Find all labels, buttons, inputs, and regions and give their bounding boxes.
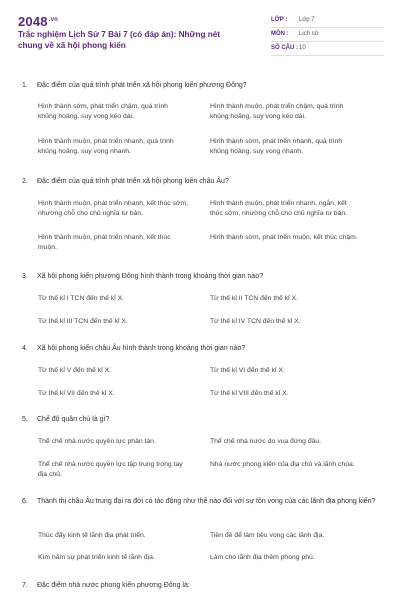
meta-value: 10 [299,45,306,51]
meta-value: Lớp 7 [299,17,315,23]
meta-row-grade [271,14,384,28]
option-b[interactable]: Hình thành muộn, phát triển chậm, quá trình khủng hoảng, suy vong kéo dài. [210,103,344,120]
option-a[interactable]: Từ thế kỉ V đến thế kỉ X. [38,367,111,374]
meta-row-count [271,42,384,56]
option-d[interactable]: Từ thế kỉ VIII đến thế kỉ X. [210,390,289,397]
question-number: 1. [22,82,28,89]
option-c[interactable]: Từ thế kỉ III TCN đến thế kỉ X. [38,318,128,325]
option-a[interactable]: Thể chế nhà nước quyền lực phân tán. [38,438,156,445]
meta-key: LỚP : [271,17,288,23]
question-number: 7. [22,582,28,589]
question-3 [22,272,384,282]
option-c[interactable]: Hình thành muộn, phát triển nhanh, quá trình khủng hoảng, suy vong nhanh. [38,138,174,155]
option-d[interactable]: Nhà nước phong kiến của địa chủ và lãnh chúa. [210,461,355,468]
question-number: 4. [22,345,28,352]
option-b[interactable]: Từ thế kỉ II TCN đến thế kỉ X. [210,295,298,302]
option-c[interactable]: Thể chế nhà nước quyền lực tập trung trong tay địa chủ. [38,461,183,478]
meta-value: Lịch sử [299,31,319,37]
option-d[interactable]: Hình thành sớm, phát triển muộn, kết thúc chậm. [210,234,358,241]
question-text: Đặc điểm nhà nước phong kiến phương Đông là: [37,582,190,589]
option-a[interactable]: Hình thành sớm, phát triển chậm, quá trình khủng hoảng, suy vong kéo dài. [38,103,168,120]
question-text: Thành thị châu Âu trung đại ra đời có tác động như thế nào đối với sự tồn vong của các lãnh địa phong kiến? [37,498,376,505]
question-number: 5. [22,416,28,423]
option-b[interactable]: Từ thế kỉ VI đến thế kỉ X. [210,367,285,374]
meta-row-subject [271,28,384,42]
question-number: 6. [22,498,28,505]
question-text: Xã hội phong kiến châu Âu hình thành trong khoảng thời gian nào? [37,345,246,352]
question-number: 3. [22,273,28,280]
option-d[interactable]: Làm cho lãnh địa thêm phong phú. [210,554,315,561]
meta-table [271,14,384,56]
header [18,14,384,60]
question-6 [22,497,384,507]
question-number: 2. [22,178,28,185]
question-text: Xã hội phong kiến phương Đông hình thành trong khoảng thời gian nào? [37,273,263,280]
option-d[interactable]: Hình thành sớm, phát triển nhanh, quá trình khủng hoảng, suy vong nhanh. [210,138,343,155]
option-a[interactable]: Từ thế kỉ I TCN đến thế kỉ X. [38,295,125,302]
option-b[interactable]: Hình thành muộn, phát triển nhanh, ngắn, kết thúc sớm, nhường chỗ cho chủ nghĩa tư bản. [210,200,348,217]
question-text: Đặc điểm của quá trình phát triển xã hội phong kiến châu Âu? [37,178,229,185]
question-4 [22,344,384,354]
document-title: Trắc nghiệm Lịch Sử 7 Bài 7 (có đáp án): Những nét chung về xã hội phong kiến [18,30,221,50]
meta-key: MÔN : [271,31,289,37]
option-c[interactable]: Từ thế kỉ VII đến thế kỉ X. [38,390,115,397]
question-5 [22,415,384,425]
site-logo[interactable] [18,14,58,29]
question-1 [22,81,384,91]
meta-key: SỐ CÂU : [271,45,298,51]
question-text: Đặc điểm của quá trình phát triển xã hội phong kiến phương Đông? [37,82,247,89]
option-c[interactable]: Kìm hãm sự phát triển kinh tế lãnh địa. [38,554,155,561]
option-c[interactable]: Hình thành muộn, phát triển nhanh, kết thúc muộn. [38,234,171,251]
logo-suffix: .vn [48,16,59,23]
option-a[interactable]: Hình thành muộn, phát triển nhanh, kết thúc sớm, nhường chỗ cho chủ nghĩa tư bản. [38,200,188,217]
question-7 [22,581,384,591]
option-d[interactable]: Từ thế kỉ IV TCN đến thế kỉ X. [210,318,301,325]
question-2 [22,177,384,187]
option-a[interactable]: Thúc đẩy kinh tế lãnh địa phát triển. [38,532,146,539]
logo-text: 2048 [18,14,48,29]
option-b[interactable]: Thể chế nhà nước do vua đứng đầu. [210,438,322,445]
question-text: Chế độ quân chủ là gì? [37,416,110,423]
option-b[interactable]: Tiền đề để làm tiêu vong các lãnh địa. [210,532,325,539]
